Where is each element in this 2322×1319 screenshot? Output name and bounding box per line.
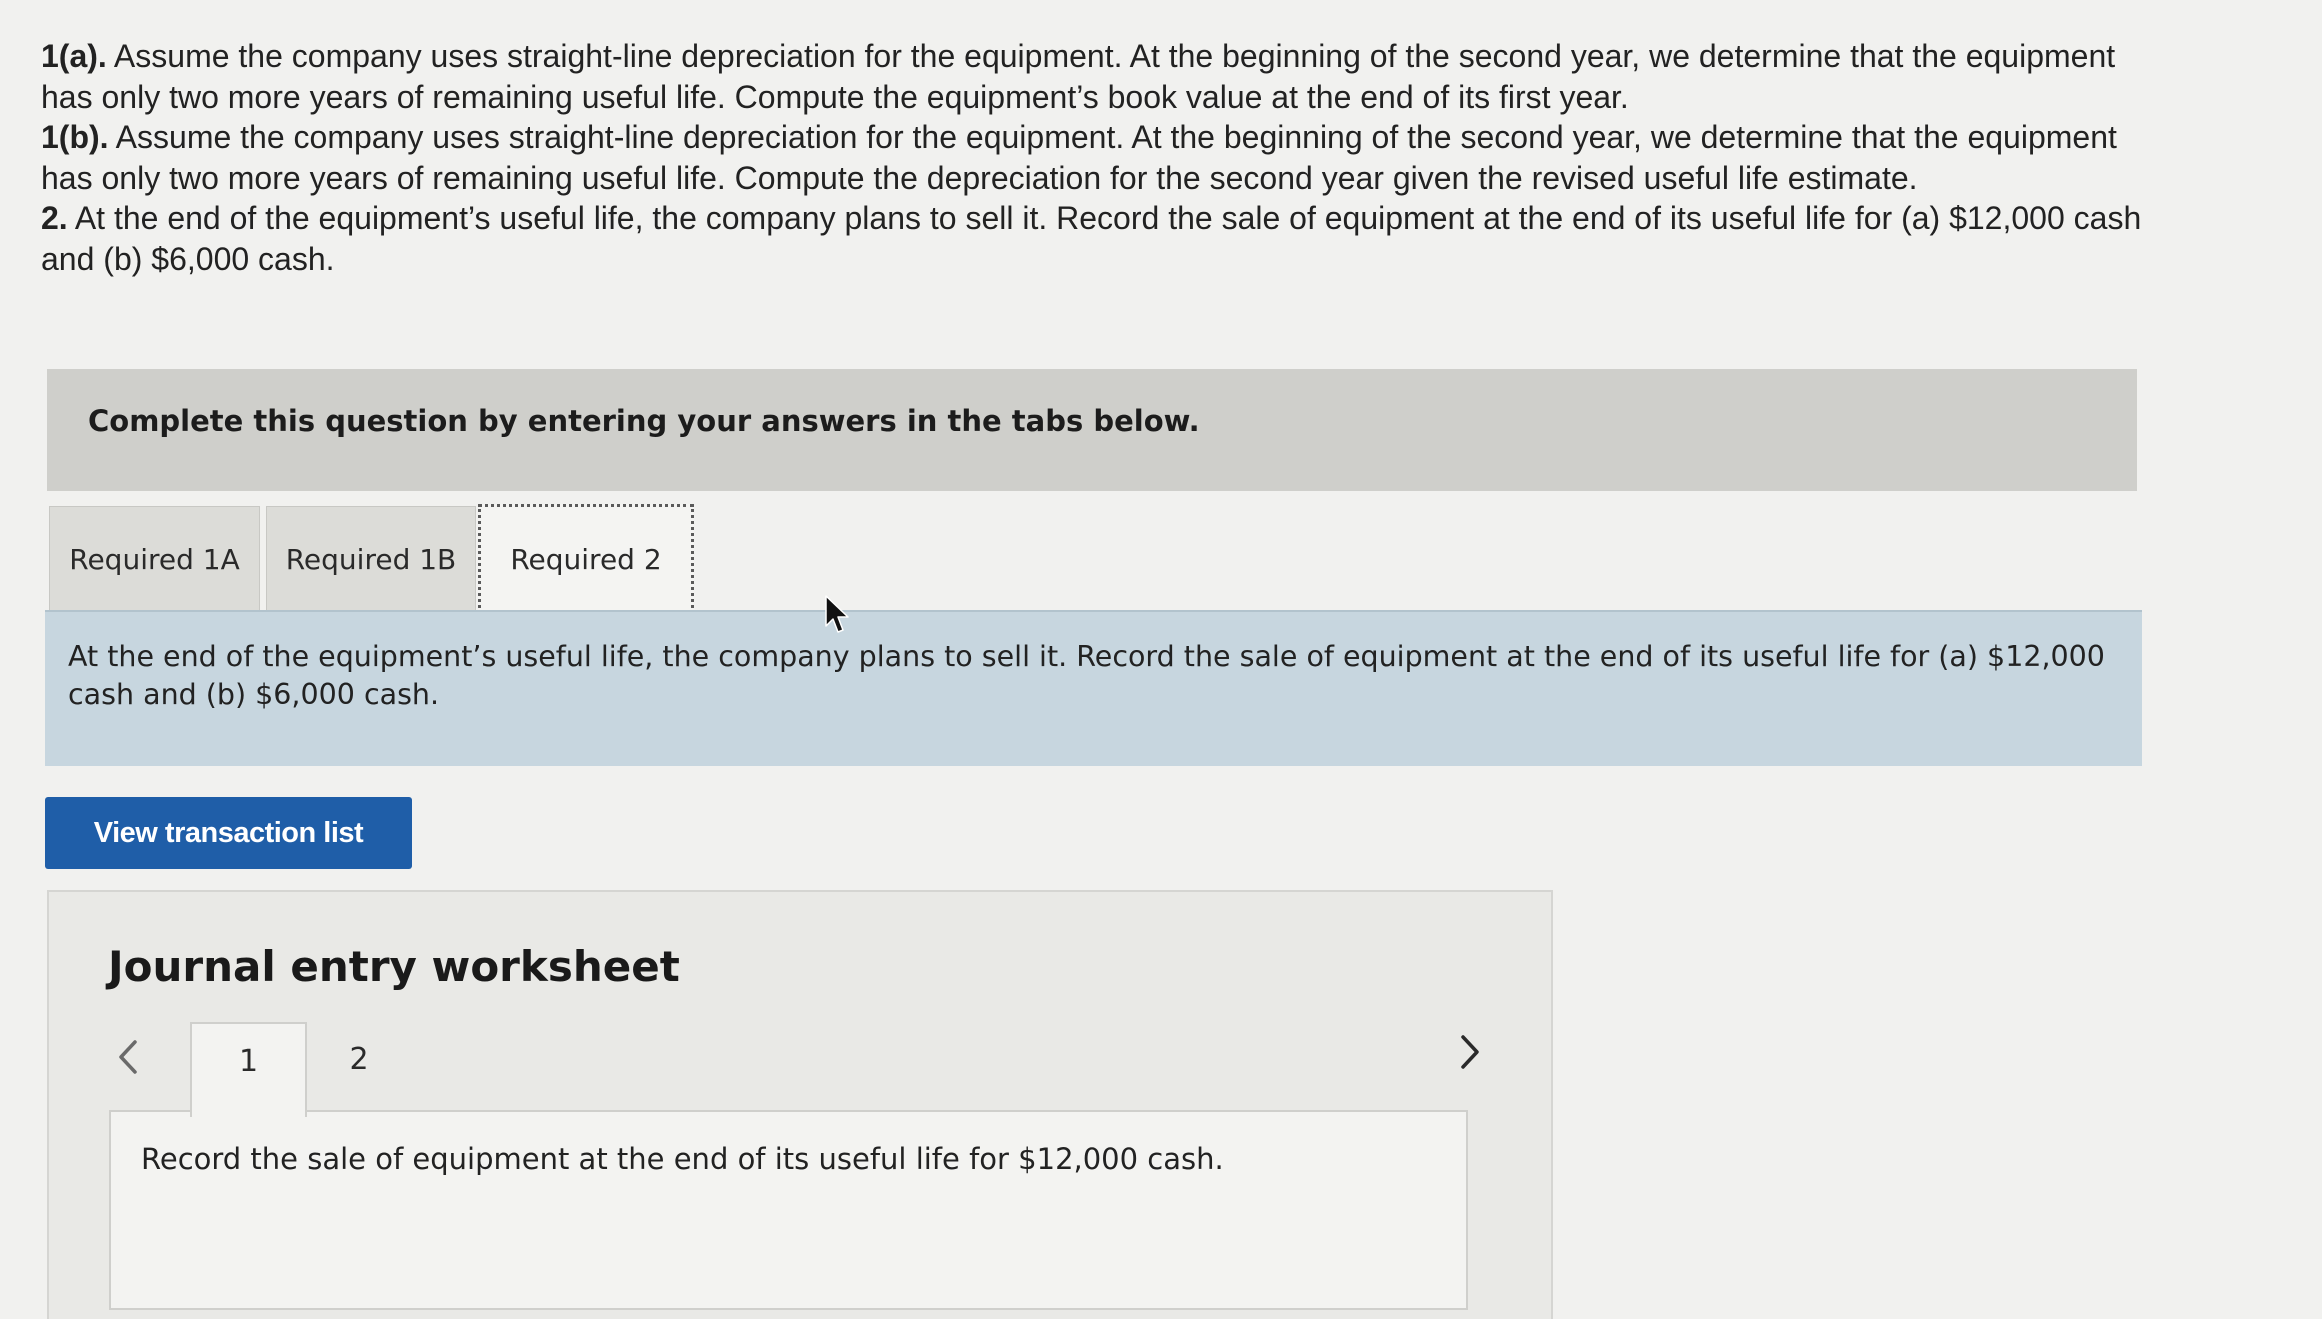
- instruction-1a-text: Assume the company uses straight-line depreciation for the equipment. At the beginning of the second year, we determine that the equipment has only two more years of remaining useful life. Compute the equipment’s book value at the end of its first year.: [41, 38, 2116, 115]
- view-transaction-list-button[interactable]: View transaction list: [45, 797, 412, 869]
- instruction-1b: [41, 117, 2161, 198]
- instruction-1b-text: Assume the company uses straight-line depreciation for the equipment. At the beginning of the second year, we determine that the equipment has only two more years of remaining useful life. Compute the depreciation for the second year given the revised useful life estimate.: [41, 119, 2117, 196]
- tab-panel-required-2: [45, 610, 2142, 766]
- tab-required-2[interactable]: Required 2: [478, 504, 694, 614]
- tab-required-1a[interactable]: Required 1A: [49, 506, 260, 612]
- instruction-1a: [41, 36, 2161, 117]
- tab-panel-text: At the end of the equipment’s useful life, the company plans to sell it. Record the sale of equipment at the end of its useful life for (a) $12,000 cash and (b) $6,000 cash.: [68, 640, 2105, 711]
- instruction-2-label: 2.: [41, 200, 68, 236]
- tab-required-1b[interactable]: Required 1B: [266, 506, 476, 612]
- worksheet-page-1[interactable]: 1: [190, 1022, 307, 1117]
- banner-text: Complete this question by entering your answers in the tabs below.: [88, 404, 1200, 438]
- chevron-right-icon[interactable]: [1449, 1027, 1489, 1077]
- worksheet-title: Journal entry worksheet: [108, 942, 680, 991]
- mouse-pointer-icon: [824, 594, 854, 636]
- instruction-1b-label: 1(b).: [41, 119, 109, 155]
- worksheet-page-2[interactable]: 2: [349, 1042, 369, 1077]
- chevron-left-icon[interactable]: [109, 1032, 149, 1082]
- instruction-2: [41, 198, 2161, 279]
- worksheet-prompt-box: [109, 1110, 1468, 1310]
- instruction-1a-label: 1(a).: [41, 38, 107, 74]
- worksheet-prompt: Record the sale of equipment at the end of its useful life for $12,000 cash.: [141, 1142, 1224, 1176]
- complete-question-banner: [47, 369, 2137, 491]
- instruction-2-text: At the end of the equipment’s useful life, the company plans to sell it. Record the sale of equipment at the end of its useful life for (a) $12,000 cash and (b) $6,000 cash.: [41, 200, 2142, 277]
- question-instructions: [41, 36, 2161, 279]
- journal-entry-worksheet: [47, 890, 1553, 1319]
